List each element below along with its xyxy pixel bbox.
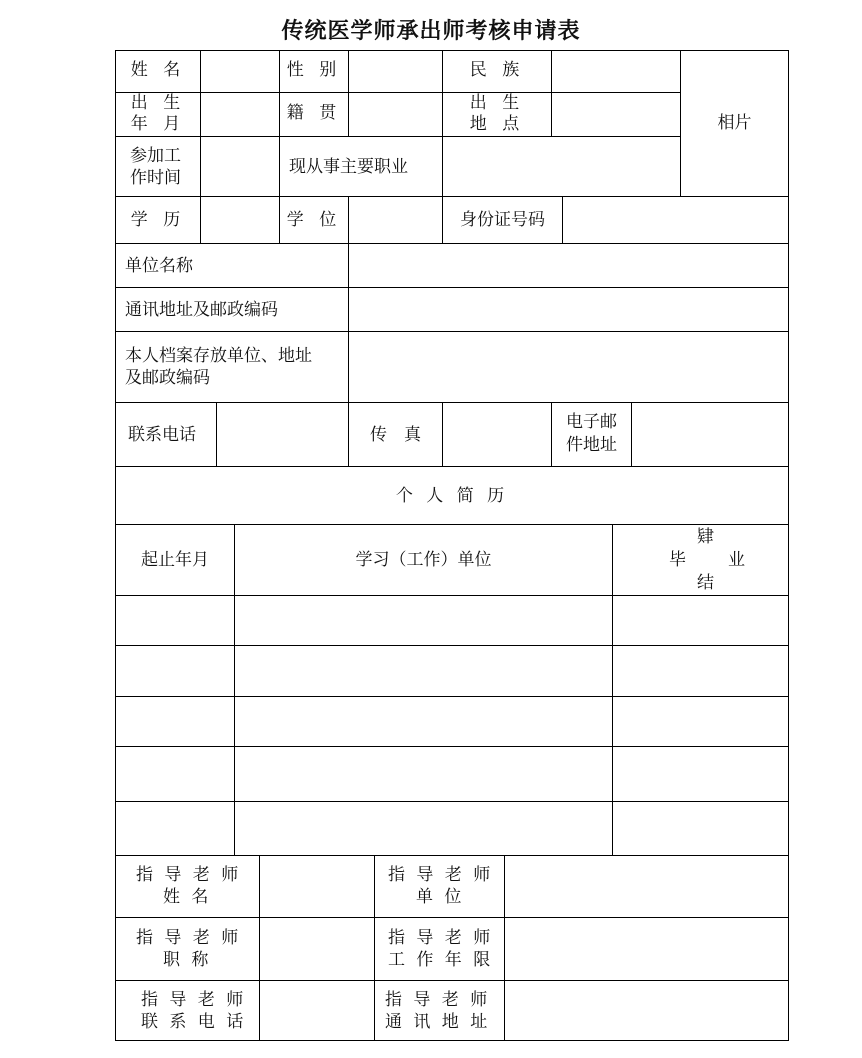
gender-field[interactable] <box>349 51 442 92</box>
mentor-title-field[interactable] <box>260 918 374 980</box>
archive-label-line2: 及邮政编码 <box>125 368 210 388</box>
resume-col-status-right: 业 <box>728 550 745 570</box>
mentor-unit-label-line2: 单 位 <box>416 887 465 907</box>
work-unit-field[interactable] <box>349 244 788 287</box>
phone-label: 联系电话 <box>128 425 196 445</box>
resume-heading: 个 人 简 历 <box>395 486 509 506</box>
birth-date-label-line2: 年 月 <box>130 114 186 134</box>
degree-field[interactable] <box>349 197 442 243</box>
mentor-title-label-line1: 指 导 老 师 <box>136 928 242 948</box>
fax-label: 传 真 <box>370 425 421 445</box>
id-number-label: 身份证号码 <box>460 210 545 230</box>
archive-label-line1: 本人档案存放单位、地址 <box>125 346 312 366</box>
ethnicity-field[interactable] <box>552 51 680 92</box>
education-label: 学 历 <box>130 210 186 230</box>
table-row[interactable] <box>116 646 788 696</box>
mentor-address-label-line1: 指 导 老 师 <box>385 990 491 1010</box>
mentor-address-label-line2: 通 讯 地 址 <box>385 1012 491 1032</box>
work-start-label-line1: 参加工 <box>130 146 181 166</box>
resume-col-status-bottom: 结 <box>697 573 714 593</box>
address-postcode-field[interactable] <box>349 288 788 331</box>
work-unit-label: 单位名称 <box>125 256 193 276</box>
mentor-years-field[interactable] <box>505 918 788 980</box>
gender-label: 性 别 <box>286 60 342 80</box>
mentor-unit-field[interactable] <box>505 856 788 917</box>
native-place-field[interactable] <box>349 93 442 136</box>
mentor-address-field[interactable] <box>505 981 788 1040</box>
birth-place-label-line2: 地 点 <box>469 114 525 134</box>
photo-label: 相片 <box>717 113 752 133</box>
work-start-field[interactable] <box>201 137 279 196</box>
mentor-phone-label-line2: 联 系 电 话 <box>141 1012 247 1032</box>
name-field[interactable] <box>201 51 279 92</box>
photo-field[interactable] <box>681 51 788 196</box>
mentor-unit-label-line1: 指 导 老 师 <box>388 865 494 885</box>
work-start-label-line2: 作时间 <box>130 168 181 188</box>
degree-label: 学 位 <box>286 210 342 230</box>
mentor-years-label-line2: 工 作 年 限 <box>388 950 494 970</box>
table-row[interactable] <box>116 697 788 746</box>
email-label-line2: 件地址 <box>566 435 617 455</box>
resume-col-period: 起止年月 <box>141 550 209 570</box>
mentor-phone-label-line1: 指 导 老 师 <box>141 990 247 1010</box>
ethnicity-label: 民 族 <box>469 60 525 80</box>
mentor-title-label-line2: 职 称 <box>163 950 212 970</box>
table-row[interactable] <box>116 596 788 645</box>
address-postcode-label: 通讯地址及邮政编码 <box>125 300 278 320</box>
id-number-field[interactable] <box>563 197 788 243</box>
mentor-name-label-line1: 指 导 老 师 <box>136 865 242 885</box>
table-row[interactable] <box>116 747 788 801</box>
phone-field[interactable] <box>217 403 348 466</box>
email-label-line1: 电子邮 <box>566 412 617 432</box>
form-title: 传统医学师承出师考核申请表 <box>281 18 581 44</box>
table-row[interactable] <box>116 802 788 855</box>
mentor-phone-field[interactable] <box>260 981 374 1040</box>
fax-field[interactable] <box>443 403 551 466</box>
email-field[interactable] <box>632 403 788 466</box>
mentor-years-label-line1: 指 导 老 师 <box>388 928 494 948</box>
birth-date-label-line1: 出 生 <box>130 93 186 113</box>
resume-col-unit: 学习（工作）单位 <box>355 550 492 570</box>
current-job-field[interactable] <box>443 137 680 196</box>
archive-field[interactable] <box>349 332 788 402</box>
current-job-label: 现从事主要职业 <box>289 157 408 177</box>
birth-place-label-line1: 出 生 <box>469 93 525 113</box>
mentor-name-label-line2: 姓 名 <box>163 887 212 907</box>
name-label: 姓 名 <box>130 60 186 80</box>
resume-col-status-top: 肄 <box>697 527 714 547</box>
native-place-label: 籍 贯 <box>286 103 342 123</box>
resume-col-status-left: 毕 <box>669 550 686 570</box>
birth-date-field[interactable] <box>201 93 279 136</box>
birth-place-field[interactable] <box>552 93 680 136</box>
mentor-name-field[interactable] <box>260 856 374 917</box>
education-field[interactable] <box>201 197 279 243</box>
